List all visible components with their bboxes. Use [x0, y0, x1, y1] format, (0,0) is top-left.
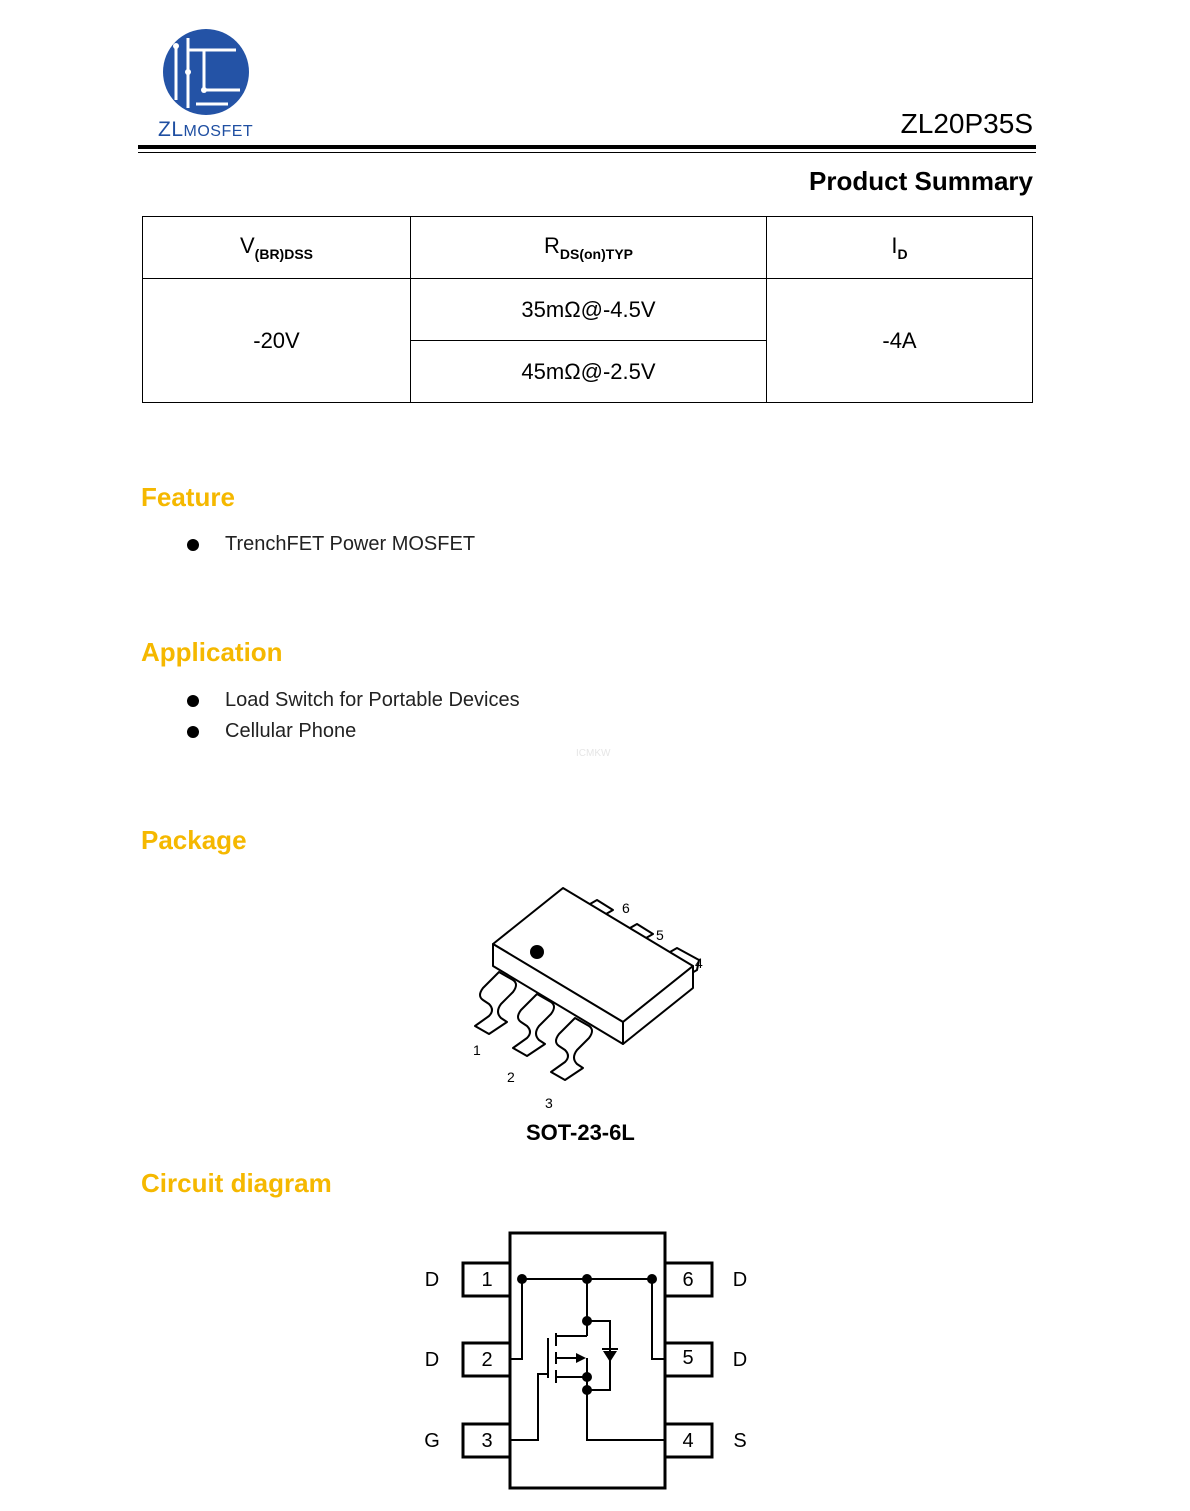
circuit-label-2: D — [424, 1349, 440, 1371]
bullet-icon — [187, 726, 199, 738]
cell-rdson-1: 35mΩ@-4.5V — [411, 279, 767, 341]
circuit-label-3: G — [424, 1430, 440, 1452]
feature-title: Feature — [141, 482, 235, 512]
package-pin-6: 6 — [622, 900, 630, 916]
cell-vbrdss: -20V — [143, 279, 411, 403]
bullet-icon — [187, 695, 199, 707]
circuit-diagram — [410, 1228, 770, 1498]
package-pin-5: 5 — [656, 927, 664, 943]
package-pin-4: 4 — [695, 955, 703, 971]
product-summary-table — [142, 216, 1033, 403]
package-name: SOT-23-6L — [526, 1120, 635, 1145]
circuit-label-4: S — [733, 1430, 747, 1452]
feature-item: TrenchFET Power MOSFET — [185, 529, 475, 560]
logo-brand-main: ZL — [158, 118, 184, 141]
pin1-marker-icon — [530, 945, 544, 959]
package-pin-2: 2 — [507, 1069, 515, 1085]
circuit-pin-1: 1 — [481, 1269, 493, 1291]
circuit-title: Circuit diagram — [141, 1168, 332, 1198]
product-summary-title: Product Summary — [809, 166, 1033, 196]
circuit-label-5: D — [732, 1349, 748, 1371]
header-rule-thick — [138, 145, 1036, 149]
package-pin-1: 1 — [473, 1042, 481, 1058]
circuit-label-1: D — [424, 1269, 440, 1291]
application-title: Application — [141, 637, 283, 667]
circuit-pin-3: 3 — [481, 1430, 493, 1452]
sot23-6l-package-drawing — [465, 880, 725, 1110]
header-vbrdss: $V_{(BR)DSS}$ — [143, 217, 411, 279]
watermark: ICMKW — [576, 748, 611, 759]
circuit-pin-6: 6 — [682, 1269, 694, 1291]
application-list — [185, 685, 520, 747]
part-number: ZL20P35S — [900, 108, 1033, 139]
logo-wordmark — [158, 118, 253, 142]
circuit-label-6: D — [732, 1269, 748, 1291]
header-id: $I_D$ — [767, 217, 1033, 279]
bullet-icon — [187, 539, 199, 551]
package-pin-3: 3 — [545, 1095, 553, 1110]
logo-brand-sub: MOSFET — [183, 123, 254, 140]
circuit-pin-4: 4 — [682, 1430, 694, 1452]
circuit-pin-2: 2 — [481, 1349, 493, 1371]
application-item: Load Switch for Portable Devices — [185, 685, 520, 716]
header-rule-thin — [138, 152, 1036, 153]
cell-rdson-2: 45mΩ@-2.5V — [411, 341, 767, 403]
feature-list — [185, 529, 475, 560]
circuit-pin-5: 5 — [682, 1347, 694, 1369]
header-rdson: $R_{DS(on)TYP}$ — [411, 217, 767, 279]
package-title: Package — [141, 825, 247, 855]
cell-id: -4A — [767, 279, 1033, 403]
application-item: Cellular Phone — [185, 716, 520, 747]
